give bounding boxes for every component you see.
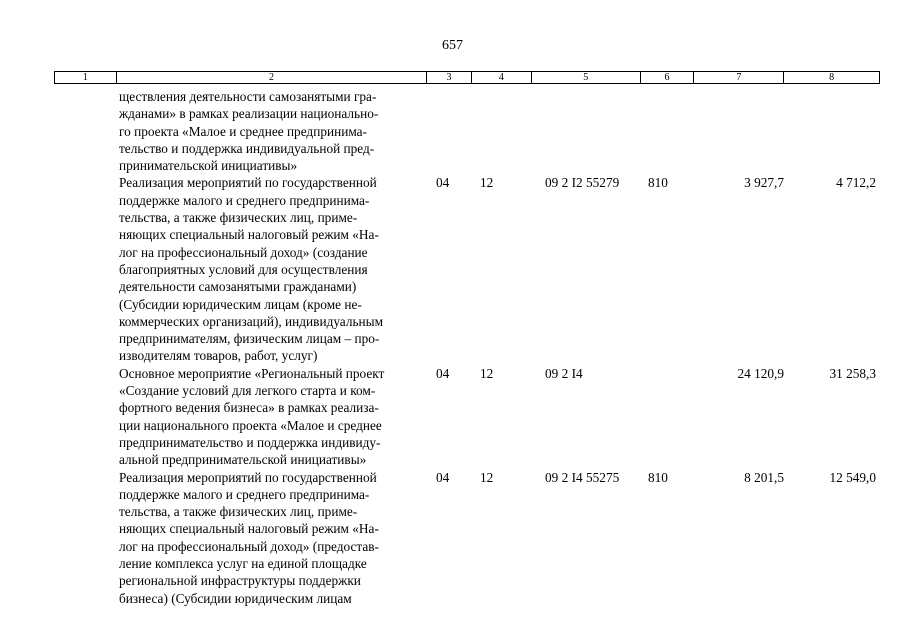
amount-year-2: 4 712,2 bbox=[836, 175, 876, 191]
table-row bbox=[0, 174, 905, 364]
description-line: деятельности самозанятыми гражданами) bbox=[119, 279, 357, 295]
section-code: 04 bbox=[436, 365, 450, 381]
row-description bbox=[119, 174, 424, 364]
description-line: тельства, а также физических лиц, приме- bbox=[119, 504, 358, 520]
description-line: го проекта «Малое и среднее предпринима- bbox=[119, 123, 367, 139]
description-line: «Создание условий для легкого старта и ком- bbox=[119, 383, 376, 399]
description-line: изводителям товаров, работ, услуг) bbox=[119, 348, 318, 364]
target-article-code: 09 2 I2 55279 bbox=[545, 175, 620, 191]
description-line: бизнеса) (Субсидии юридическим лицам bbox=[119, 590, 352, 606]
row-description bbox=[119, 88, 424, 174]
description-line: лог на профессиональный доход» (создание bbox=[119, 244, 368, 260]
description-line: поддержке малого и среднего предпринима- bbox=[119, 486, 370, 502]
column-header-7: 7 bbox=[694, 72, 784, 83]
target-article-code: 09 2 I4 55275 bbox=[545, 469, 620, 485]
description-line: поддержке малого и среднего предпринима- bbox=[119, 192, 370, 208]
section-code: 04 bbox=[436, 175, 450, 191]
description-line: няющих специальный налоговый режим «На- bbox=[119, 227, 379, 243]
description-line: ции национального проекта «Малое и среднее bbox=[119, 417, 382, 433]
description-line: принимательской инициативы» bbox=[119, 158, 298, 174]
description-line: жданами» в рамках реализации национально- bbox=[119, 106, 379, 122]
description-line: тельство и поддержка индивидуальной пред- bbox=[119, 140, 375, 156]
row-description bbox=[119, 365, 424, 469]
description-line: предпринимательство и поддержка индивиду- bbox=[119, 434, 381, 450]
subsection-code: 12 bbox=[480, 175, 494, 191]
description-line: Реализация мероприятий по государственной bbox=[119, 469, 377, 485]
column-header-1: 1 bbox=[55, 72, 117, 83]
amount-year-1: 8 201,5 bbox=[744, 469, 784, 485]
description-line: лог на профессиональный доход» (предостав- bbox=[119, 538, 379, 554]
section-code: 04 bbox=[436, 469, 450, 485]
description-line: няющих специальный налоговый режим «На- bbox=[119, 521, 379, 537]
description-line: благоприятных условий для осуществления bbox=[119, 261, 368, 277]
subsection-code: 12 bbox=[480, 365, 494, 381]
column-header-4: 4 bbox=[472, 72, 532, 83]
column-header-2: 2 bbox=[117, 72, 427, 83]
table-body bbox=[0, 88, 905, 607]
description-line: фортного ведения бизнеса» в рамках реализа- bbox=[119, 400, 379, 416]
amount-year-2: 31 258,3 bbox=[829, 365, 876, 381]
column-header-8: 8 bbox=[829, 72, 835, 83]
column-header-3: 3 bbox=[427, 72, 472, 83]
description-line: ществления деятельности самозанятыми гра- bbox=[119, 89, 377, 104]
amount-year-1: 24 120,9 bbox=[737, 365, 784, 381]
column-header-6: 6 bbox=[641, 72, 695, 83]
description-line: Реализация мероприятий по государственной bbox=[119, 175, 377, 191]
description-line: предпринимателям, физическим лицам – про- bbox=[119, 331, 380, 347]
subsection-code: 12 bbox=[480, 469, 494, 485]
expense-type-code: 810 bbox=[648, 175, 668, 191]
description-line: тельства, а также физических лиц, приме- bbox=[119, 210, 358, 226]
column-header-5: 5 bbox=[532, 72, 641, 83]
expense-type-code: 810 bbox=[648, 469, 668, 485]
amount-year-1: 3 927,7 bbox=[744, 175, 784, 191]
page-number: 657 bbox=[442, 38, 463, 53]
table-row bbox=[0, 88, 905, 174]
table-row bbox=[0, 365, 905, 469]
amount-year-2: 12 549,0 bbox=[829, 469, 876, 485]
description-line: альной предпринимательской инициативы» bbox=[119, 452, 367, 468]
description-line: региональной инфраструктуры поддержки bbox=[119, 573, 361, 589]
row-description bbox=[119, 469, 424, 607]
description-line: Основное мероприятие «Региональный проект bbox=[119, 365, 385, 381]
table-header-row bbox=[54, 71, 880, 84]
target-article-code: 09 2 I4 bbox=[545, 365, 583, 381]
table-row bbox=[0, 469, 905, 607]
description-line: (Субсидии юридическим лицам (кроме не- bbox=[119, 296, 362, 312]
description-line: коммерческих организаций), индивидуальным bbox=[119, 313, 383, 329]
description-line: ление комплекса услуг на единой площадке bbox=[119, 556, 367, 572]
